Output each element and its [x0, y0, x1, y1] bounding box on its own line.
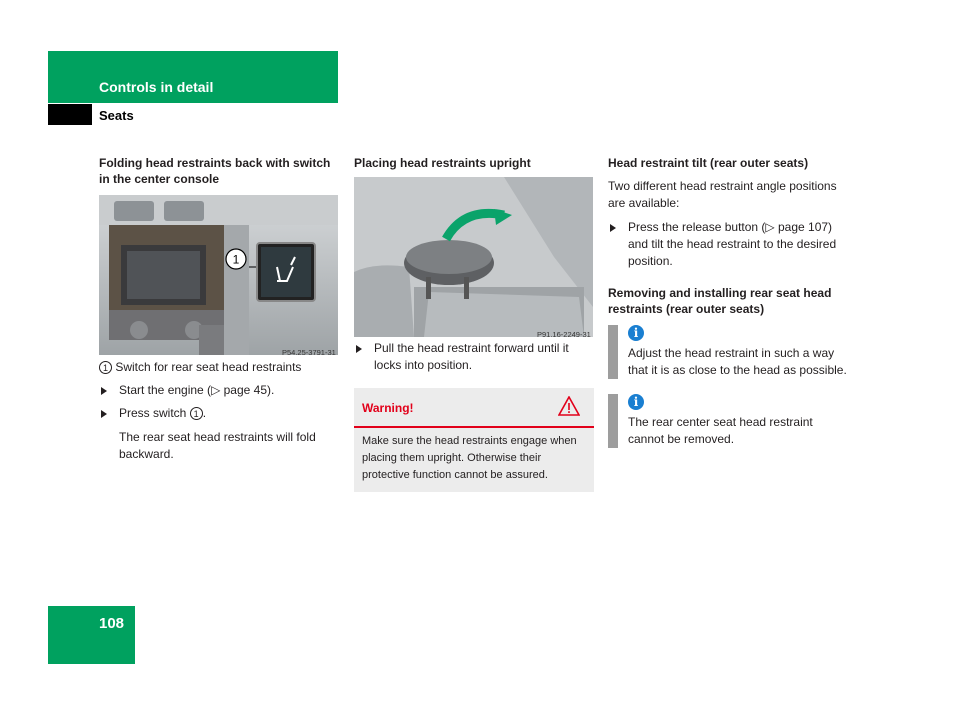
- page-number: 108: [99, 615, 125, 632]
- info-icon: i: [628, 325, 644, 341]
- step-start-engine: Start the engine (▷ page 45).: [99, 382, 339, 399]
- warning-text: Make sure the head restraints engage when placing them upright. Otherwise their protective function cannot be assured.: [362, 435, 577, 481]
- column-tilt: [608, 155, 848, 448]
- info-note-center: [608, 394, 848, 448]
- figure-code: P54.25-3791-31: [282, 348, 336, 355]
- info-bar: [608, 325, 618, 379]
- bullet-icon: [101, 387, 107, 395]
- center-console-illustration: [99, 195, 338, 355]
- step-press-switch: Press switch 1 .: [99, 405, 339, 422]
- legend-item: [99, 359, 339, 376]
- info-text-adjust: Adjust the head restraint in such a way that it is as close to the head as possible.: [628, 346, 847, 377]
- col3-heading-tilt: Head restraint tilt (rear outer seats): [608, 156, 809, 170]
- legend-number: 1: [99, 361, 112, 374]
- warning-header: [354, 388, 594, 428]
- col1-heading: Folding head restraints back with switch in the center console: [99, 156, 331, 186]
- step-result: The rear seat head restraints will fold backward.: [119, 430, 316, 461]
- info-text-center: The rear center seat head restraint cannot be removed.: [628, 415, 813, 446]
- col3-heading-removing: Removing and installing rear seat head restraints (rear outer seats): [608, 286, 832, 316]
- info-note-adjust: [608, 325, 848, 379]
- col2-heading: Placing head restraints upright: [354, 156, 531, 170]
- subsection-title: Seats: [99, 108, 134, 123]
- tilt-intro: Two different head restraint angle positions are available:: [608, 179, 837, 210]
- bullet-icon: [356, 345, 362, 353]
- column-placing-upright: [354, 155, 594, 492]
- header-bar: [48, 51, 338, 103]
- warning-title: Warning!: [362, 401, 414, 415]
- page-ref-triangle-icon: ▷: [765, 220, 775, 234]
- warning-box: [354, 388, 594, 492]
- info-bar: [608, 394, 618, 448]
- step-pull-forward: Pull the head restraint forward until it locks into position.: [354, 340, 594, 374]
- section-title: Controls in detail: [99, 79, 214, 95]
- center-console-figure: [99, 195, 338, 355]
- page-ref-triangle-icon: ▷: [211, 383, 221, 397]
- figure-code: P91.16-2249-31: [537, 330, 591, 337]
- head-restraint-figure: [354, 177, 593, 337]
- head-restraint-illustration: [354, 177, 593, 337]
- legend-text: Switch for rear seat head restraints: [115, 360, 302, 374]
- step-press-release: Press the release button (▷ page 107) and tilt the head restraint to the desired position.: [608, 219, 848, 270]
- info-icon: i: [628, 394, 644, 410]
- column-folding-restraints: [99, 155, 339, 463]
- section-tab-marker: [48, 104, 92, 125]
- switch-number: 1: [190, 407, 203, 420]
- bullet-icon: [101, 410, 107, 418]
- warning-triangle-icon: [558, 396, 580, 416]
- callout-number: 1: [232, 252, 240, 267]
- bullet-icon: [610, 224, 616, 232]
